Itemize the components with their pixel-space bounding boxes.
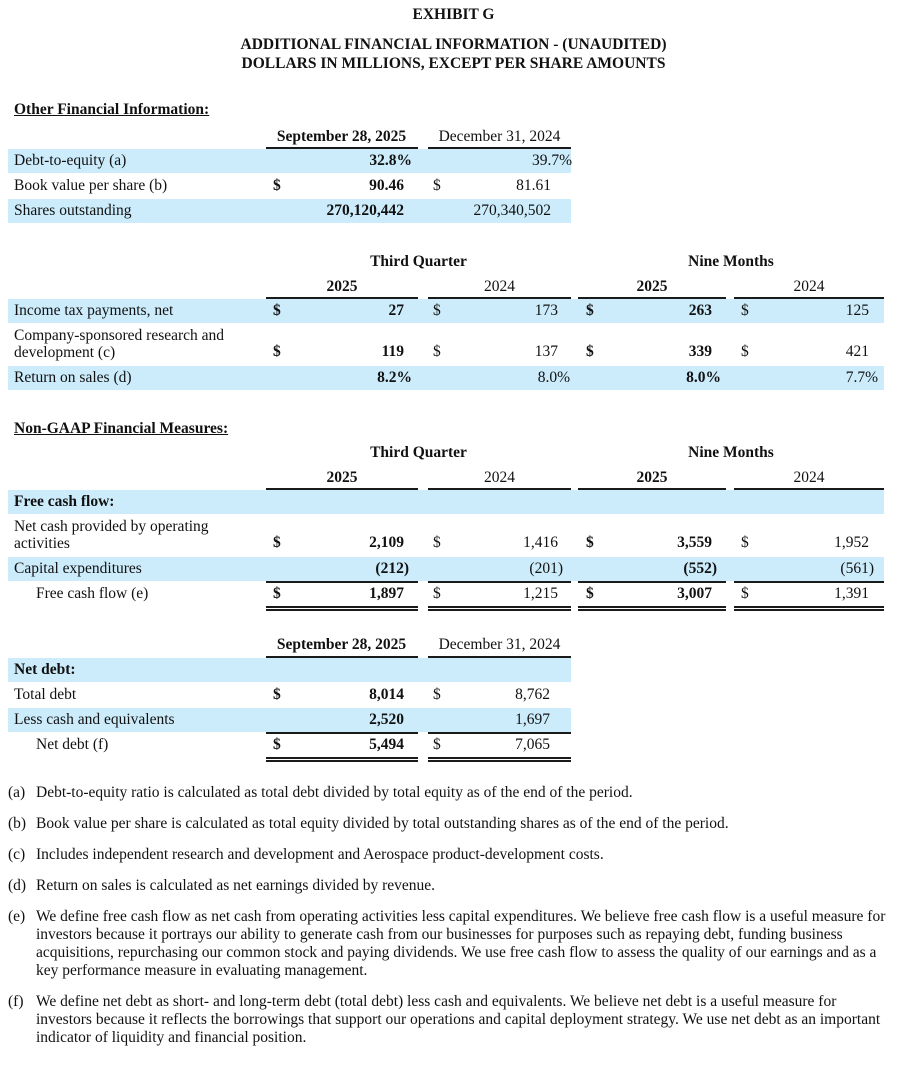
row-label-line: development (c): [14, 344, 116, 361]
value-cell: 8.0%: [686, 369, 721, 386]
footnote-c: [8, 846, 888, 864]
row-label: Income tax payments, net: [14, 302, 174, 319]
dollar-sign: $: [433, 686, 441, 703]
value-cell: 8.0%: [537, 369, 570, 386]
value-cell: 270,120,442: [326, 202, 404, 219]
dollar-sign: $: [741, 302, 749, 319]
group-header-nine-months: Nine Months: [688, 253, 774, 270]
year-header: 2025: [636, 469, 668, 486]
document-title: ADDITIONAL FINANCIAL INFORMATION - (UNAUDITED): [240, 36, 667, 53]
value-cell: 1,416: [523, 534, 558, 551]
dollar-sign: $: [273, 686, 281, 703]
dollar-sign: $: [586, 343, 594, 360]
subheading-row: [8, 490, 884, 514]
row-label: Debt-to-equity (a): [14, 152, 127, 169]
row-label: Capital expenditures: [14, 560, 142, 577]
total-double-rule: [578, 609, 726, 611]
total-double-rule: [428, 609, 571, 611]
subheading-row: [8, 658, 571, 682]
footnote-b: [8, 815, 888, 833]
col-header-dec-2024: December 31, 2024: [438, 128, 561, 145]
footnote-text: Book value per share is calculated as total equity divided by total outstanding shares as of the end of the period.: [36, 815, 729, 832]
row-label: Return on sales (d): [14, 369, 132, 386]
row-label-line: Company-sponsored research and: [14, 327, 225, 344]
value-cell: 1,952: [834, 534, 869, 551]
value-cell: 2,520: [369, 711, 404, 728]
group-header-nine-months: Nine Months: [688, 444, 774, 461]
row-label: Book value per share (b): [14, 177, 168, 194]
dollar-sign: $: [273, 343, 281, 360]
total-double-rule: [266, 760, 418, 762]
total-double-rule: [578, 606, 726, 608]
row-label: Total debt: [14, 686, 77, 703]
col-header-dec-2024: December 31, 2024: [438, 636, 561, 653]
value-cell: 7,065: [515, 736, 550, 753]
row-label: Free cash flow (e): [36, 585, 149, 602]
dollar-sign: $: [741, 585, 749, 602]
year-header: 2024: [484, 278, 515, 295]
value-cell: 39.7%: [531, 152, 572, 169]
year-header: 2025: [636, 278, 668, 295]
table-row: [8, 149, 571, 173]
value-cell: 1,897: [369, 585, 404, 602]
col-header-sep-2025: September 28, 2025: [276, 128, 407, 145]
value-cell: 5,494: [369, 736, 404, 753]
col-header-sep-2025: September 28, 2025: [276, 636, 407, 653]
group-header-third-quarter: Third Quarter: [370, 253, 467, 270]
table-row: [8, 733, 571, 757]
table-row: [8, 557, 884, 581]
dollar-sign: $: [273, 302, 281, 319]
group-header-third-quarter: Third Quarter: [370, 444, 467, 461]
value-cell: (212): [375, 560, 409, 577]
value-cell: 7.7%: [845, 369, 878, 386]
dollar-sign: $: [273, 177, 281, 194]
value-cell: 270,340,502: [473, 202, 551, 219]
footnote-text: Includes independent research and development and Aerospace product-development costs.: [36, 846, 604, 863]
dollar-sign: $: [586, 534, 594, 551]
dollar-sign: $: [273, 534, 281, 551]
value-cell: 90.46: [369, 177, 404, 194]
value-cell: 8,014: [369, 686, 404, 703]
free-cash-flow-subheading: Free cash flow:: [14, 493, 115, 510]
dollar-sign: $: [273, 585, 281, 602]
dollar-sign: $: [433, 534, 441, 551]
value-cell: 137: [534, 343, 558, 360]
year-header: 2025: [326, 469, 358, 486]
total-double-rule: [734, 606, 884, 608]
table-row: [8, 582, 884, 606]
value-cell: 81.61: [516, 177, 551, 194]
row-label: [14, 518, 209, 558]
footnote-f: [8, 993, 888, 1047]
total-double-rule: [266, 609, 418, 611]
value-cell: 1,697: [515, 711, 550, 728]
net-debt-subheading: Net debt:: [14, 661, 76, 678]
footnote-mark: (e): [8, 908, 26, 925]
exhibit-label: EXHIBIT G: [412, 6, 495, 23]
row-label: Less cash and equivalents: [14, 711, 175, 728]
footnote-mark: (f): [8, 993, 24, 1010]
value-cell: 3,559: [677, 534, 712, 551]
dollar-sign: $: [433, 177, 441, 194]
table-row: [8, 199, 571, 223]
total-double-rule: [266, 606, 418, 608]
other-financial-heading: Other Financial Information:: [14, 101, 210, 118]
footnote-mark: (d): [8, 877, 27, 894]
row-label-line: Net cash provided by operating: [14, 518, 209, 535]
value-cell: (561): [840, 560, 874, 577]
total-double-rule: [428, 606, 571, 608]
value-cell: 2,109: [369, 534, 404, 551]
row-label: Net debt (f): [36, 736, 109, 753]
value-cell: 119: [381, 343, 404, 360]
footnote-d: [8, 877, 888, 895]
footnotes: [8, 784, 888, 1047]
row-label-line: activities: [14, 535, 70, 552]
dollar-sign: $: [586, 302, 594, 319]
dollar-sign: $: [741, 534, 749, 551]
table-row: [8, 299, 884, 323]
value-cell: 8.2%: [377, 369, 412, 386]
value-cell: 3,007: [677, 585, 712, 602]
year-header: 2025: [326, 278, 358, 295]
value-cell: 421: [845, 343, 869, 360]
value-cell: 8,762: [515, 686, 550, 703]
footnote-text: We define net debt as short- and long-term debt (total debt) less cash and equivalents. We believe net debt is a useful measure for investors because it reflects the borrowings that support our operations and capital deployment strategy. We use net debt as an important indicator of liquidity and financial position.: [36, 993, 881, 1046]
footnote-text: We define free cash flow as net cash from operating activities less capital expenditures. We believe free cash flow is a useful measure for investors because it portrays our ability to generate cash from our businesses for purposes such as repaying debt, funding business acquisitions, repurchasing our common stock and paying dividends. We use free cash flow to assess the quality of our earnings and as a key performance measure in evaluating management.: [36, 908, 886, 979]
total-double-rule: [734, 609, 884, 611]
value-cell: 125: [845, 302, 869, 319]
year-header: 2024: [793, 278, 825, 295]
footnote-mark: (c): [8, 846, 26, 863]
value-cell: 339: [688, 343, 712, 360]
footnote-a: [8, 784, 888, 802]
footnote-text: Return on sales is calculated as net earnings divided by revenue.: [36, 877, 435, 894]
dollar-sign: $: [586, 585, 594, 602]
dollar-sign: $: [433, 302, 441, 319]
table-row: [8, 366, 884, 390]
footnote-e: [8, 908, 888, 980]
row-label: [14, 327, 224, 367]
total-double-rule: [266, 757, 418, 759]
dollar-sign: $: [433, 343, 441, 360]
row-label: Shares outstanding: [14, 202, 132, 219]
value-cell: 32.8%: [369, 152, 412, 169]
document-subtitle: DOLLARS IN MILLIONS, EXCEPT PER SHARE AMOUNTS: [241, 55, 666, 72]
table-row: [8, 683, 571, 707]
year-header: 2024: [793, 469, 825, 486]
dollar-sign: $: [433, 585, 441, 602]
table-row: [8, 174, 571, 198]
non-gaap-heading: Non-GAAP Financial Measures:: [14, 420, 229, 437]
dollar-sign: $: [433, 736, 441, 753]
table-row: [8, 708, 571, 732]
value-cell: 1,215: [523, 585, 558, 602]
total-double-rule: [428, 760, 571, 762]
footnote-mark: (b): [8, 815, 27, 832]
table-row: [8, 324, 884, 364]
footnote-text: Debt-to-equity ratio is calculated as total debt divided by total equity as of the end of the period.: [36, 784, 633, 801]
value-cell: (552): [683, 560, 717, 577]
dollar-sign: $: [273, 736, 281, 753]
footnote-mark: (a): [8, 784, 26, 801]
dollar-sign: $: [741, 343, 749, 360]
value-cell: (201): [529, 560, 563, 577]
value-cell: 173: [534, 302, 558, 319]
table-row: [8, 515, 884, 555]
value-cell: 27: [388, 302, 404, 319]
total-double-rule: [428, 757, 571, 759]
value-cell: 263: [688, 302, 712, 319]
value-cell: 1,391: [834, 585, 869, 602]
year-header: 2024: [484, 469, 515, 486]
